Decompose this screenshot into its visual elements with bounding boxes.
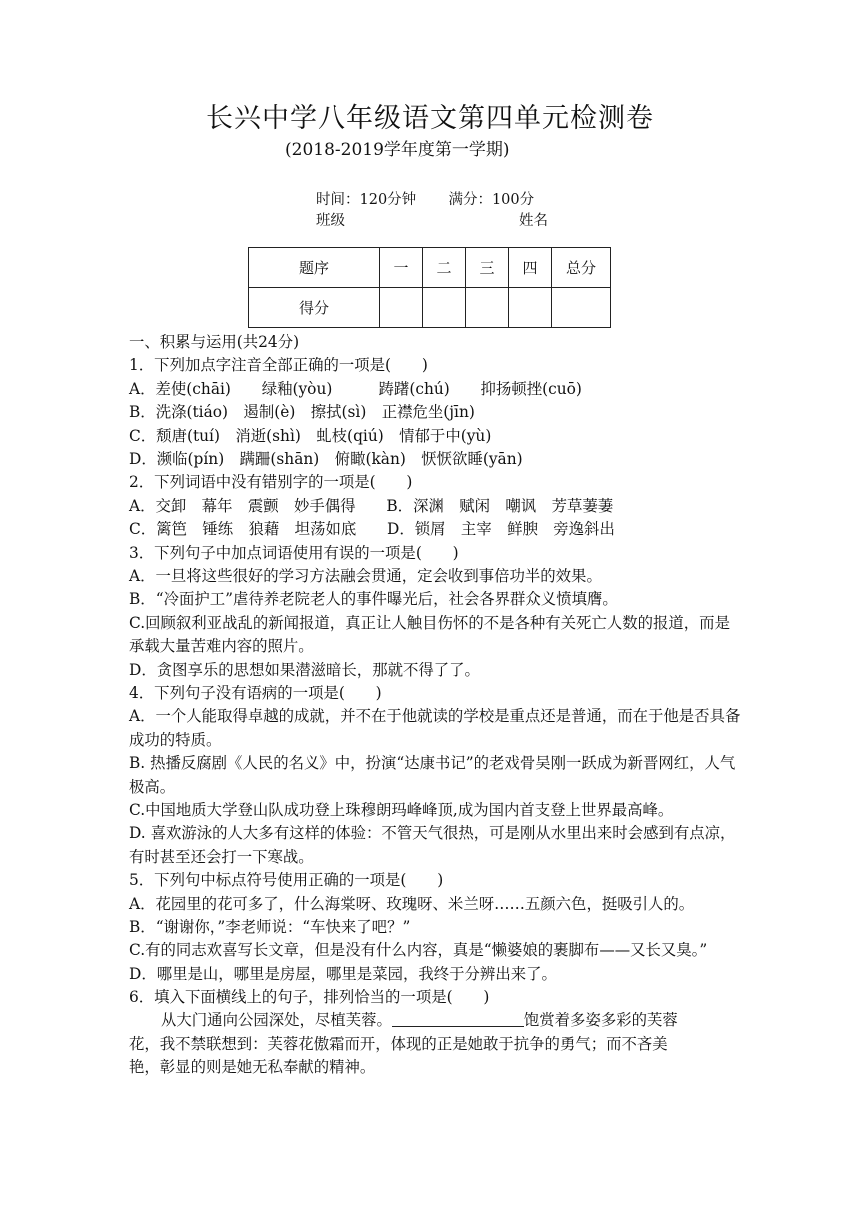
question-4-option-b: B. 热播反腐剧《人民的名义》中，扮演“达康书记”的老戏骨吴刚一跃成为新晋网红，人气极高。	[129, 754, 736, 796]
question-1-option-c: C．颓唐(tuí) 消逝(shì) 虬枝(qiú) 情郁于中(yù)	[129, 426, 492, 445]
question-4-option-a: A．一个人能取得卓越的成就，并不在于他就读的学校是重点还是普通，而在于他是否具备成功的特质。	[129, 707, 741, 749]
question-3-option-c: C.回顾叙利亚战乱的新闻报道，真正让人触目伤怀的不是各种有关死亡人数的报道，而是承载大量苦难内容的照片。	[129, 613, 730, 656]
class-label: 班级	[316, 213, 345, 229]
student-info	[316, 211, 548, 231]
question-2-options-cd: C．篱笆 锤练 狼藉 坦荡如底 D．锁屑 主宰 鲜腴 旁逸斜出	[129, 520, 615, 539]
question-3-option-b: B．“冷面护工”虐待养老院老人的事件曝光后，社会各界群众义愤填膺。	[129, 590, 618, 609]
question-3-option-d: D．贪图享乐的思想如果潜滋暗长，那就不得了了。	[129, 660, 480, 679]
question-6-passage-line	[129, 1009, 741, 1032]
time-label: 时间：120分钟	[316, 192, 417, 208]
exam-meta	[316, 190, 534, 210]
table-cell: 一	[380, 248, 423, 288]
question-4-option-d: D. 喜欢游泳的人大多有这样的体验：不管天气很热，可是刚从水里出来时会感到有点凉，有时甚至还会打一下寒战。	[129, 824, 736, 866]
question-5-option-a: A．花园里的花可多了，什么海棠呀、玫瑰呀、米兰呀……五颜六色，挺吸引人的。	[129, 894, 695, 913]
score-input-cell[interactable]	[380, 288, 423, 328]
score-input-cell[interactable]	[466, 288, 509, 328]
answer-blank[interactable]	[392, 1010, 524, 1027]
question-5-option-b: B．“谢谢你，”李老师说：“车快来了吧？”	[129, 917, 411, 936]
questions-block	[129, 331, 741, 1080]
question-6-passage-line: 花，我不禁联想到：芙蓉花傲霜而开，体现的正是她敢于抗争的勇气；而不吝美	[129, 1034, 668, 1053]
question-1-stem: 1．下列加点字注音全部正确的一项是( )	[129, 356, 428, 375]
question-1-option-a: A．差使(chāi) 绿釉(yòu) 踌躇(chú) 抑扬顿挫(cuō)	[129, 379, 582, 398]
score-input-cell[interactable]	[509, 288, 552, 328]
score-table-header-row	[249, 248, 611, 288]
name-label: 姓名	[519, 213, 548, 229]
section-heading: 一、积累与运用(共24分)	[129, 333, 300, 351]
table-cell: 三	[466, 248, 509, 288]
question-5-stem: 5．下列句中标点符号使用正确的一项是( )	[129, 871, 444, 890]
question-1-option-d: D．濒临(pín) 蹒跚(shān) 俯瞰(kàn) 恹恹欲睡(yān)	[129, 449, 523, 468]
question-4-stem: 4．下列句子没有语病的一项是( )	[129, 683, 382, 702]
question-3-option-a: A．一旦将这些很好的学习方法融会贯通，定会收到事倍功半的效果。	[129, 566, 602, 585]
table-cell: 得分	[249, 288, 380, 328]
table-cell: 二	[423, 248, 466, 288]
full-score-label: 满分：100分	[448, 192, 535, 208]
question-5-option-d: D．哪里是山，哪里是房屋，哪里是菜园，我终于分辨出来了。	[129, 964, 557, 983]
question-2-stem: 2．下列词语中没有错别字的一项是( )	[129, 473, 413, 492]
score-table-score-row	[249, 288, 611, 328]
question-6-stem: 6．填入下面横线上的句子，排列恰当的一项是( )	[129, 988, 490, 1007]
score-table	[248, 247, 611, 328]
question-6-passage-line: 艳，彰显的则是她无私奉献的精神。	[129, 1058, 376, 1077]
passage-text: 从大门通向公园深处，尽植芙蓉。	[161, 1011, 392, 1030]
question-4-option-c: C.中国地质大学登山队成功登上珠穆朗玛峰峰顶,成为国内首支登上世界最高峰。	[129, 800, 674, 819]
table-cell: 题序	[249, 248, 380, 288]
question-2-options-ab: A．交卸 幕年 震颤 妙手偶得 B．深渊 赋闲 嘲讽 芳草萋萋	[129, 496, 614, 515]
score-input-cell[interactable]	[552, 288, 611, 328]
score-input-cell[interactable]	[423, 288, 466, 328]
question-5-option-c: C.有的同志欢喜写长文章，但是没有什么内容，真是“懒婆娘的裹脚布——又长又臭。”	[129, 941, 708, 960]
table-cell: 总分	[552, 248, 611, 288]
passage-text: 饱赏着多姿多彩的芙蓉	[523, 1011, 678, 1030]
exam-subtitle: (2018-2019学年度第一学期)	[285, 140, 510, 160]
exam-title: 长兴中学八年级语文第四单元检测卷	[206, 103, 654, 134]
table-cell: 四	[509, 248, 552, 288]
question-1-option-b: B．洗涤(tiáo) 遏制(è) 擦拭(sì) 正襟危坐(jīn)	[129, 403, 475, 422]
question-3-stem: 3．下列句子中加点词语使用有误的一项是( )	[129, 543, 459, 562]
